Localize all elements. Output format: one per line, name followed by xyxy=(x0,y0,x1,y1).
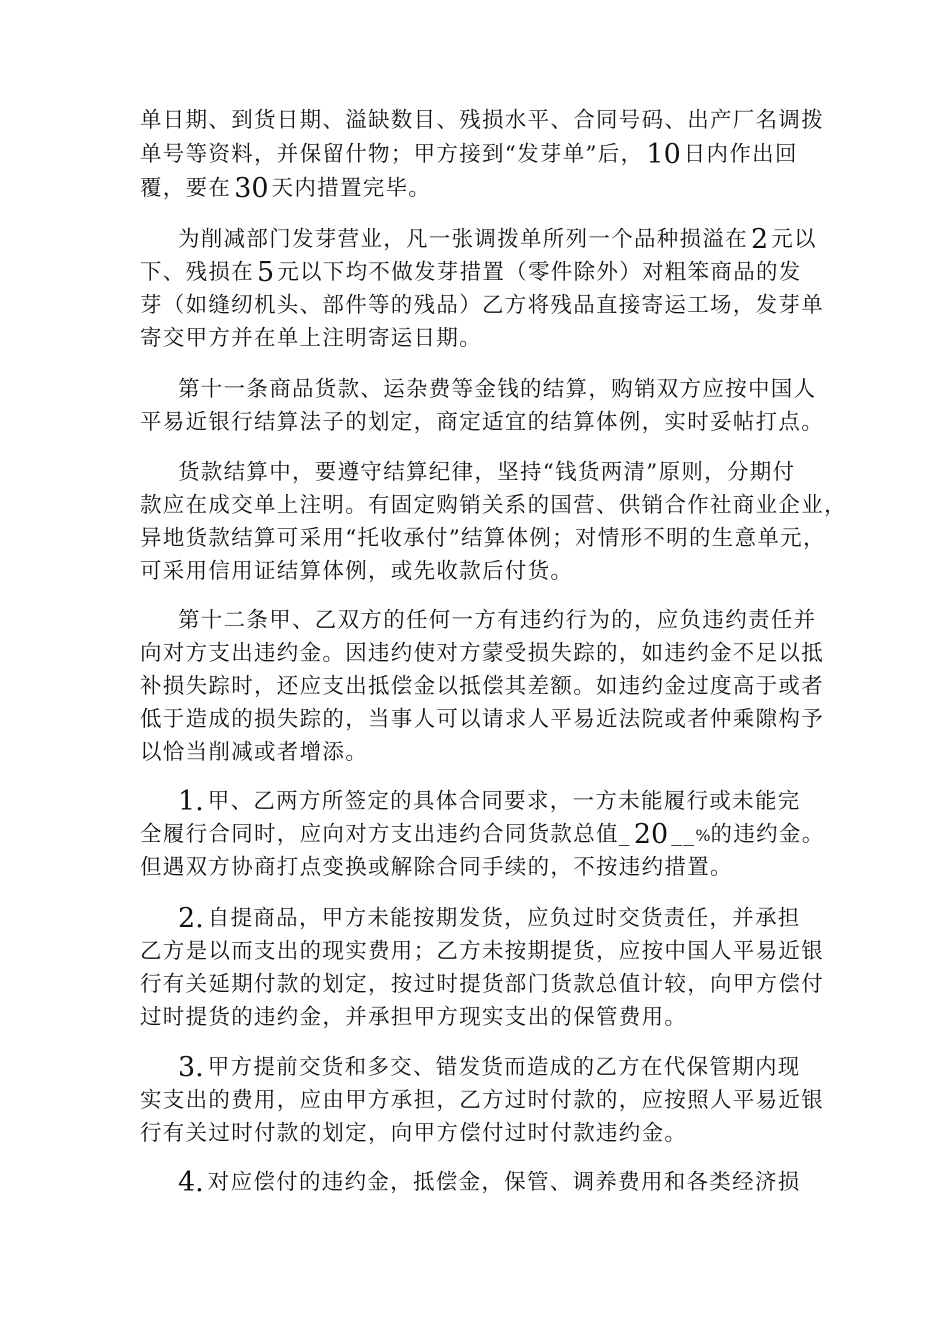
text-line: 可采用信用证结算体例，或先收款后付货。 xyxy=(140,559,574,584)
item-number: 1. xyxy=(178,786,204,817)
text-line: 下、残损在 5 元以下均不做发芽措置（零件除外）对粗笨商品的发 xyxy=(140,257,802,288)
text-line: 行有关过时付款的划定，向甲方偿付过时付款违约金。 xyxy=(140,1121,688,1146)
text-line: 补损失踪时，还应支出抵偿金以抵偿其差额。如违约金过度高于或者 xyxy=(140,674,825,699)
list-item: 3. 甲方提前交货和多交、错发货而造成的乙方在代保管期内现 xyxy=(178,1052,801,1083)
list-item: 1. 甲、乙两方所签定的具体合同要求，一方未能履行或未能完 xyxy=(178,786,801,817)
text-line: 单日期、到货日期、溢缺数目、残损水平、合同号码、出产厂名调拨 xyxy=(140,108,825,133)
text-line: 款应在成交单上注明。有固定购销关系的国营、供销合作社商业企业， xyxy=(140,493,847,518)
item-number: 2. xyxy=(178,903,204,934)
list-item: 2. 自提商品，甲方未能按期发货，应负过时交货责任，并承担 xyxy=(178,903,801,934)
text-line: 实支出的费用，应由甲方承担，乙方过时付款的，应按照人平易近银 xyxy=(140,1088,825,1113)
text-line: 但遇双方协商打点变换或解除合同手续的，不按违约措置。 xyxy=(140,855,733,880)
text-line: 单号等资料，并保留什物；甲方接到“发芽单”后， 10 日内作出回 xyxy=(140,139,798,170)
text-line: 芽（如缝纫机头、部件等的残品）乙方将残品直接寄运工场，发芽单 xyxy=(140,293,825,318)
text-line: 乙方是以而支出的现实费用；乙方未按期提货，应按中国人平易近银 xyxy=(140,939,825,964)
text-line: 寄交甲方并在单上注明寄运日期。 xyxy=(140,326,483,351)
list-item: 4. 对应偿付的违约金，抵偿金，保管、调养费用和各类经济损 xyxy=(178,1167,801,1198)
text-line: 行有关延期付款的划定，按过时提货部门货款总值计较，向甲方偿付 xyxy=(140,972,825,997)
text-line: 向对方支出违约金。因违约使对方蒙受损失踪的，如违约金不足以抵 xyxy=(140,641,825,666)
text-line: 以恰当削减或者增添。 xyxy=(140,740,369,765)
item-number: 4. xyxy=(178,1167,204,1198)
text-line: 过时提货的违约金，并承担甲方现实支出的保管费用。 xyxy=(140,1005,688,1030)
text-line: 第十二条甲、乙双方的任何一方有违约行为的，应负违约责任并 xyxy=(178,608,817,633)
text-line: 货款结算中，要遵守结算纪律，坚持“钱货两清”原则，分期付 xyxy=(178,460,796,485)
text-line: 异地货款结算可采用“托收承付”结算体例；对情形不明的生意单元， xyxy=(140,526,826,551)
text-line: 平易近银行结算法子的划定，商定适宜的结算体例，实时妥帖打点。 xyxy=(140,410,825,435)
item-number: 3. xyxy=(178,1052,204,1083)
text-line: 第十一条商品货款、运杂费等金钱的结算，购销双方应按中国人 xyxy=(178,377,817,402)
text-line: 为削减部门发芽营业，凡一张调拨单所列一个品种损溢在 2 元以 xyxy=(178,224,817,255)
text-line: 全履行合同时，应向对方支出违约合同货款总值_ 20 __%的违约金。 xyxy=(140,819,825,850)
text-line: 覆，要在 30 天内措置完毕。 xyxy=(140,173,432,204)
text-line: 低于造成的损失踪的，当事人可以请求人平易近法院或者仲乘隙构予 xyxy=(140,707,825,732)
